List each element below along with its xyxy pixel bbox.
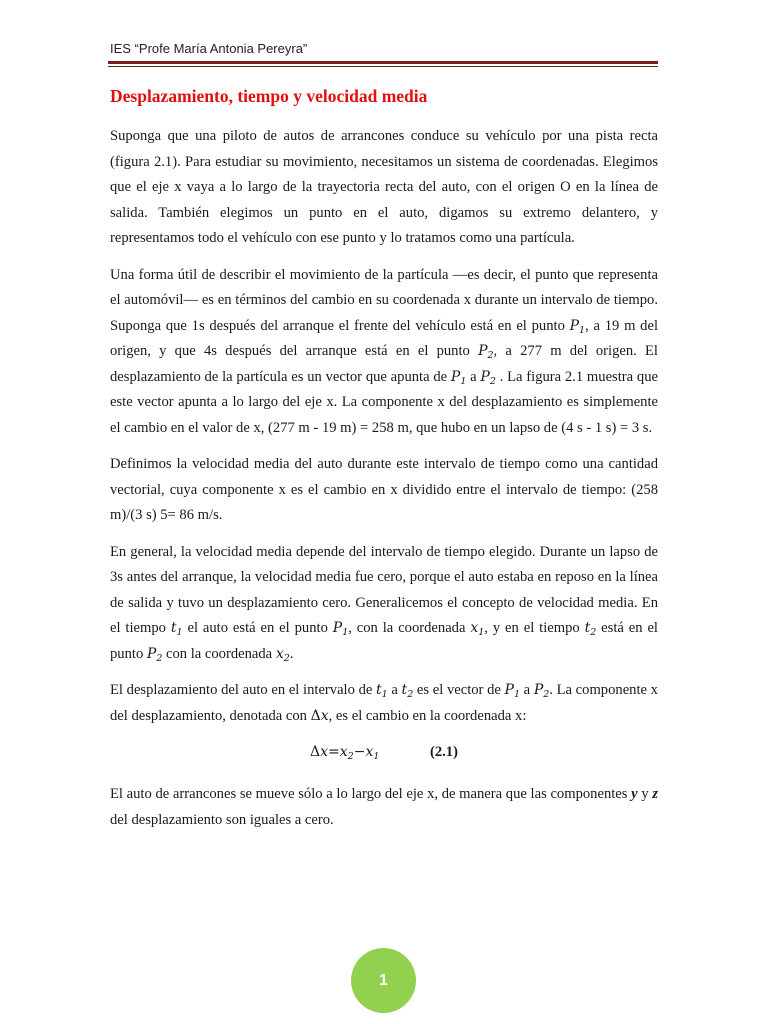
math-p2: $P_2$ [146, 645, 163, 664]
math-t2: $t_2$ [401, 682, 414, 700]
header-rule-thin [108, 66, 658, 67]
math-p2: $P_2$ [478, 343, 494, 361]
math-p1: $P_1$ [332, 620, 349, 638]
paragraph-1: Suponga que una piloto de autos de arrancones conduce su vehículo por una pista recta (figura 2.1). Para estudiar su movimiento, necesitamos un sistema de coordenadas. Elegimos que el eje x vaya a lo largo de la trayectoria recta del auto, con el origen O en la línea de salida. También elegimos un punto en el auto, digamos su extremo delantero, y representamos todo el vehículo con ese punto y lo tratamos como una partícula. [110, 128, 658, 246]
section-title: Desplazamiento, tiempo y velocidad media [110, 86, 428, 106]
math-t1: $t_1$ [170, 620, 183, 638]
math-t1: $t_1$ [376, 682, 388, 700]
document-body [110, 124, 658, 844]
paragraph-6: El auto de arrancones se mueve sólo a lo largo del eje x, de manera que las componentes y y z del desplazamiento son iguales a cero. [110, 786, 658, 828]
page-number-badge: 1 [351, 948, 416, 1013]
paragraph-2: Una forma útil de describir el movimiento de la partícula —es decir, el punto que representa el automóvil— es en términos del cambio en su coordenada x durante un intervalo de tiempo. Suponga que 1s después del arranque el frente del vehículo está en el punto $P_1$, a 19 m del origen, y que 4s después del arranque está en el punto $P_2$, a 277 m del origen. El desplazamiento de la partícula es un vector que apunta de $P_1$ a $P_2$ . La figura 2.1 muestra que este vector apunta a lo largo del eje x. La componente x del desplazamiento es simplemente el cambio en el valor de x, (277 m - 19 m) = 258 m, que hubo en un lapso de (4 s - 1 s) = 3 s. [110, 266, 659, 436]
math-x1: $x_1$ [470, 620, 485, 638]
paragraph-4: En general, la velocidad media depende del intervalo de tiempo elegido. Durante un lapso de 3s antes del arranque, la velocidad media fue cero, porque el auto estaba en reposo en la línea de salida y tuvo un desplazamiento cero. Generalicemos el concepto de velocidad media. En el tiempo $t_1$ el auto está en el punto $P_1$, con la coordenada $x_1$, y en el tiempo $t_2$ está en el punto $P_2$ con la coordenada $x_2$. [110, 543, 658, 664]
paragraph-3: Definimos la velocidad media del auto durante este intervalo de tiempo como una cantidad vectorial, cuya componente x es el cambio en x dividido entre el intervalo de tiempo: (258 m)/(3 s) 5= 86 m/s. [110, 456, 658, 523]
paragraph-5: El desplazamiento del auto en el intervalo de $t_1$ a $t_2$ es el vector de $P_1$ a $P_2$. La componente x del desplazamiento, denotada con Δx, es el cambio en la coordenada x: [110, 682, 658, 724]
math-p2: $P_2$ [480, 368, 496, 387]
math-delta-x: Δx [310, 707, 329, 724]
math-p2: $P_2$ [533, 682, 550, 700]
equation-row [110, 740, 658, 768]
page-header: IES “Profe María Antonia Pereyra” [110, 41, 308, 56]
math-p1: $P_1$ [504, 682, 520, 700]
equation-number: (2.1) [430, 744, 458, 760]
header-rule-thick [108, 61, 658, 64]
math-x2: $x_2$ [275, 645, 290, 664]
equation-2-1: $\Delta x=x_2-x_1$ [310, 744, 380, 762]
math-p1: $P_1$ [569, 317, 586, 336]
math-t2: $t_2$ [584, 620, 597, 638]
math-p1: $P_1$ [450, 368, 467, 387]
